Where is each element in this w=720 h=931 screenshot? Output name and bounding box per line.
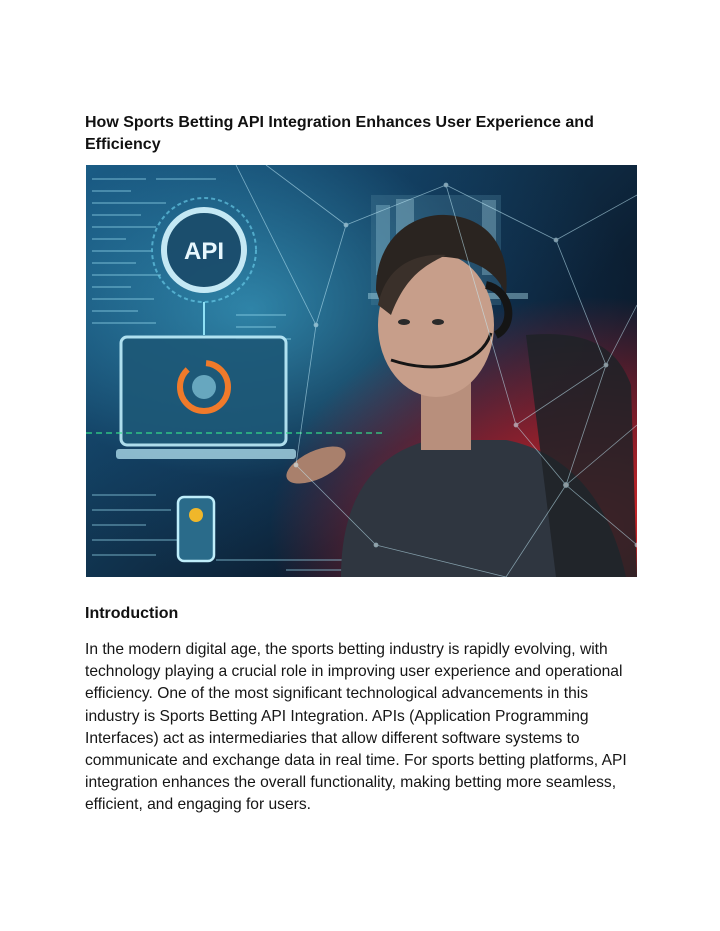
person-illustration <box>281 215 637 577</box>
phone-icon <box>178 497 214 561</box>
hero-illustration <box>86 165 637 577</box>
introduction-paragraph: In the modern digital age, the sports betting industry is rapidly evolving, with technology playing a crucial role in improving user experience and operational efficiency. One of the most significant technological advancements in this industry is Sports Betting API Integration. APIs (Application Programming Interfaces) act as intermediaries that allow different software systems to communicate and exchange data in real time. For sports betting platforms, API integration enhances the overall functionality, making betting more seamless, efficient, and engaging for users. <box>85 641 627 814</box>
svg-text:API: API <box>183 238 225 265</box>
section-heading-introduction: Introduction <box>85 605 179 622</box>
document-title: How Sports Betting API Integration Enhances User Experience and Efficiency <box>85 114 594 153</box>
laptop-screen-icon <box>86 337 386 459</box>
hero-image <box>86 165 637 577</box>
